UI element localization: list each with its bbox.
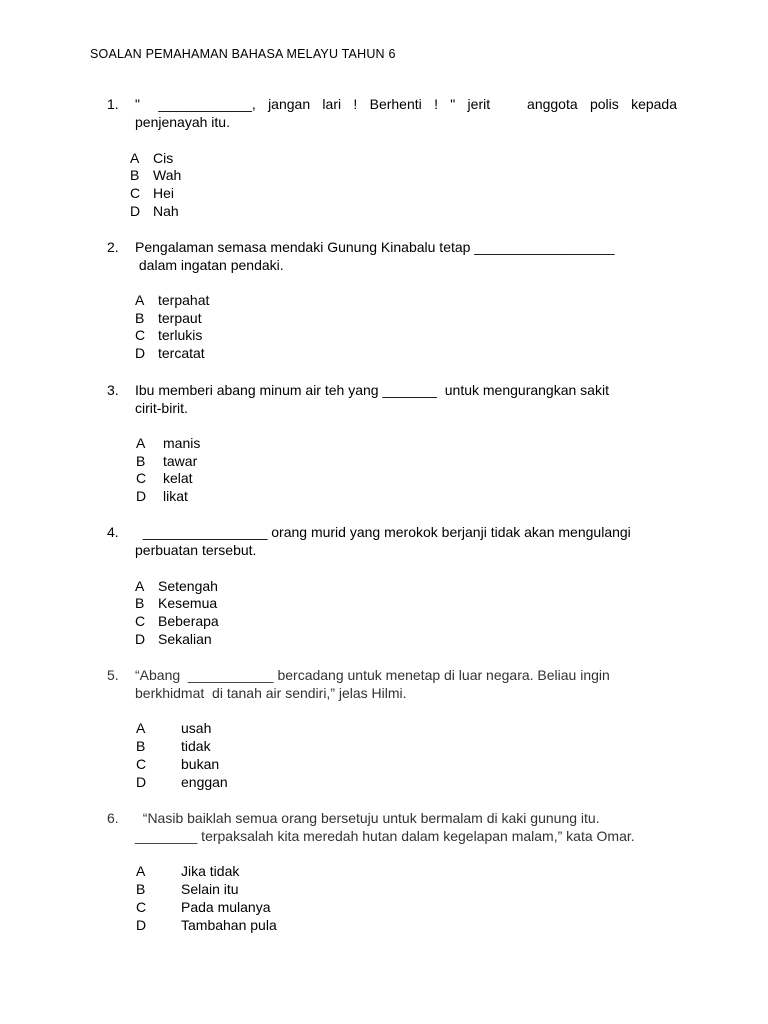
- question-text-line: “Abang ___________ bercadang untuk menetap di luar negara. Beliau ingin: [135, 667, 610, 683]
- option-letter: B: [136, 738, 146, 754]
- option-text: terlukis: [158, 327, 203, 343]
- option-letter: C: [136, 470, 147, 486]
- option-text: tercatat: [158, 345, 205, 361]
- option-letter: C: [136, 756, 147, 772]
- option-letter: C: [136, 899, 147, 915]
- option-text: bukan: [181, 756, 220, 772]
- question-number: 2.: [107, 239, 119, 255]
- option-text: Kesemua: [158, 595, 218, 611]
- option-text: terpahat: [158, 292, 210, 308]
- question-text-line: Pengalaman semasa mendaki Gunung Kinabalu tetap __________________: [135, 239, 615, 255]
- option-letter: A: [136, 435, 146, 451]
- option-text: enggan: [181, 774, 228, 790]
- option-text: Tambahan pula: [181, 917, 277, 933]
- question-text-line: ________ terpaksalah kita meredah hutan dalam kegelapan malam,” kata Omar.: [135, 828, 635, 844]
- question-text-line: berkhidmat di tanah air sendiri,” jelas Hilmi.: [135, 685, 407, 701]
- option-text: Nah: [153, 203, 179, 219]
- question-text-line: cirit-birit.: [135, 400, 188, 416]
- question-text-line: Ibu memberi abang minum air teh yang _______ untuk mengurangkan sakit: [135, 382, 609, 398]
- option-letter: C: [130, 185, 141, 201]
- option-letter: A: [130, 150, 140, 166]
- question-number: 3.: [107, 382, 119, 398]
- option-letter: A: [136, 720, 146, 736]
- question-number: 6.: [107, 810, 119, 826]
- option-text: Setengah: [158, 578, 218, 594]
- option-text: Pada mulanya: [181, 899, 271, 915]
- question-text-line: ________________ orang murid yang merokok berjanji tidak akan mengulangi: [135, 524, 631, 540]
- option-letter: B: [135, 595, 145, 611]
- option-text: likat: [163, 488, 188, 504]
- option-text: usah: [181, 720, 212, 736]
- option-text: Selain itu: [181, 881, 239, 897]
- option-text: manis: [163, 435, 201, 451]
- question-text-line: penjenayah itu.: [135, 114, 230, 130]
- option-letter: A: [136, 863, 146, 879]
- option-letter: A: [135, 578, 145, 594]
- option-text: Jika tidak: [181, 863, 240, 879]
- option-text: tawar: [163, 453, 198, 469]
- option-letter: D: [136, 917, 147, 933]
- option-letter: B: [135, 310, 145, 326]
- option-letter: A: [135, 292, 145, 308]
- question-text-line: perbuatan tersebut.: [135, 542, 257, 558]
- option-text: Wah: [153, 167, 182, 183]
- question-number: 1.: [107, 96, 119, 112]
- option-letter: B: [130, 167, 140, 183]
- option-letter: B: [136, 453, 146, 469]
- document-title: SOALAN PEMAHAMAN BAHASA MELAYU TAHUN 6: [90, 47, 396, 61]
- option-letter: D: [136, 488, 147, 504]
- question-number: 5.: [107, 667, 119, 683]
- option-text: Hei: [153, 185, 175, 201]
- question-text-line: dalam ingatan pendaki.: [135, 257, 284, 273]
- option-letter: B: [136, 881, 146, 897]
- option-text: Beberapa: [158, 613, 219, 629]
- option-letter: D: [135, 631, 146, 647]
- option-text: Cis: [153, 150, 174, 166]
- option-text: Sekalian: [158, 631, 212, 647]
- question-text-line: " ____________, jangan lari ! Berhenti ! " jerit anggota polis kepada: [135, 96, 677, 112]
- option-text: terpaut: [158, 310, 202, 326]
- option-letter: D: [135, 345, 146, 361]
- question-number: 4.: [107, 524, 119, 540]
- question-text-line: “Nasib baiklah semua orang bersetuju untuk bermalam di kaki gunung itu.: [135, 810, 600, 826]
- option-letter: D: [136, 774, 147, 790]
- option-text: tidak: [181, 738, 211, 754]
- option-letter: C: [135, 613, 146, 629]
- option-letter: D: [130, 203, 141, 219]
- option-text: kelat: [163, 470, 193, 486]
- option-letter: C: [135, 327, 146, 343]
